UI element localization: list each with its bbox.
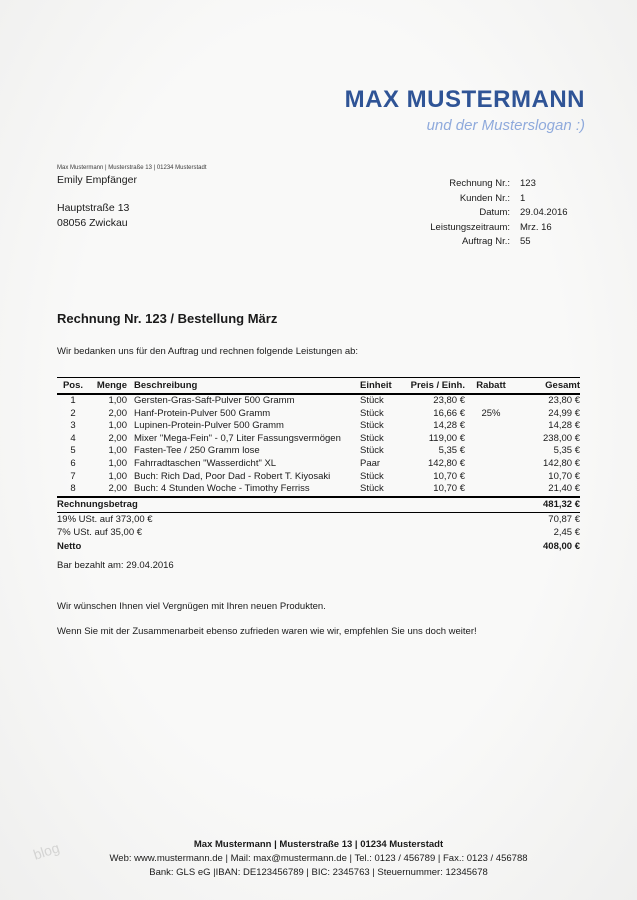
payment-note: Bar bezahlt am: 29.04.2016 [57, 560, 174, 571]
column-header-preis: Preis / Einh. [398, 378, 465, 395]
meta-row-invoice-number [350, 178, 580, 193]
total-value: 70,87 € [548, 513, 580, 525]
cell-menge: 2,00 [108, 432, 127, 444]
column-header-rabatt: Rabatt [465, 378, 517, 395]
cell-pos: 3 [70, 420, 76, 432]
footer-address-line: Max Mustermann | Musterstraße 13 | 01234 Musterstadt [193, 839, 444, 850]
meta-row-service-period [350, 222, 580, 237]
cell-gesamt: 21,40 € [548, 483, 580, 495]
cell-gesamt: 142,80 € [543, 457, 580, 469]
table-row [57, 458, 580, 471]
meta-value: Mrz. 16 [520, 221, 552, 233]
total-label: Netto [57, 540, 82, 552]
cell-rabatt [465, 445, 517, 458]
cell-einheit: Stück [360, 395, 384, 406]
cell-menge: 1,00 [108, 470, 127, 482]
column-header-gesamt: Gesamt [517, 378, 580, 395]
table-row [57, 471, 580, 484]
cell-menge: 1,00 [108, 457, 127, 469]
meta-value: 123 [520, 178, 536, 189]
totals-section [57, 496, 580, 553]
meta-value: 29.04.2016 [520, 207, 568, 219]
closing-line-1: Wir wünschen Ihnen viel Vergnügen mit Ihren neuen Produkten. [57, 601, 326, 612]
cell-pos: 5 [70, 445, 76, 457]
cell-rabatt [465, 394, 517, 408]
cell-gesamt: 14,28 € [548, 420, 580, 432]
cell-gesamt: 238,00 € [543, 432, 580, 444]
cell-menge: 1,00 [108, 395, 127, 406]
column-header-pos: Pos. [57, 378, 89, 395]
cell-beschreibung: Fasten-Tee / 250 Gramm lose [134, 445, 260, 457]
cell-beschreibung: Buch: 4 Stunden Woche - Timothy Ferriss [134, 483, 310, 495]
meta-label: Rechnung Nr.: [449, 178, 510, 189]
cell-rabatt [465, 420, 517, 433]
cell-einheit: Stück [360, 483, 384, 495]
closing-line-2: Wenn Sie mit der Zusammenarbeit ebenso zufrieden waren wie wir, empfehlen Sie uns doch weiter! [57, 626, 477, 637]
company-slogan: und der Musterslogan :) [426, 117, 585, 134]
meta-value: 1 [520, 192, 526, 204]
cell-einheit: Stück [360, 470, 384, 482]
cell-einheit: Stück [360, 445, 384, 457]
cell-preis: 23,80 € [433, 395, 465, 406]
recipient-city: 08056 Zwickau [57, 217, 128, 229]
column-header-menge: Menge [89, 378, 127, 395]
meta-row-customer-number [350, 193, 580, 208]
cell-gesamt: 24,99 € [548, 407, 580, 419]
cell-rabatt: 25% [481, 407, 501, 419]
cell-preis: 14,28 € [433, 420, 465, 432]
cell-menge: 2,00 [108, 483, 127, 495]
table-row [57, 420, 580, 433]
cell-rabatt [465, 471, 517, 484]
table-row [57, 394, 580, 408]
recipient-name: Emily Empfänger [57, 174, 137, 186]
intro-text: Wir bedanken uns für den Auftrag und rechnen folgende Leistungen ab: [57, 346, 359, 357]
cell-preis: 10,70 € [433, 483, 465, 495]
cell-preis: 5,35 € [438, 445, 465, 457]
meta-label: Leistungszeitraum: [430, 221, 510, 233]
blog-watermark: blog [31, 839, 62, 863]
cell-rabatt [465, 458, 517, 471]
sender-return-line: Max Mustermann | Musterstraße 13 | 01234 Musterstadt [57, 165, 207, 171]
cell-pos: 4 [70, 432, 76, 444]
cell-menge: 1,00 [108, 420, 127, 432]
cell-beschreibung: Fahrradtaschen "Wasserdicht" XL [134, 457, 277, 469]
meta-label: Auftrag Nr.: [461, 236, 510, 248]
invoice-meta-block [350, 178, 580, 251]
cell-pos: 7 [70, 470, 76, 482]
total-value: 481,32 € [543, 499, 580, 511]
cell-einheit: Paar [360, 457, 381, 469]
meta-label: Datum: [479, 207, 510, 219]
cell-gesamt: 5,35 € [553, 445, 580, 457]
page-title: Rechnung Nr. 123 / Bestellung März [57, 311, 278, 326]
table-row [57, 483, 580, 496]
letterhead [345, 86, 585, 134]
cell-rabatt [465, 433, 517, 446]
cell-einheit: Stück [360, 420, 384, 432]
table-header-row [57, 378, 580, 395]
cell-beschreibung: Gersten-Gras-Saft-Pulver 500 Gramm [134, 395, 295, 406]
cell-beschreibung: Buch: Rich Dad, Poor Dad - Robert T. Kiyosaki [134, 470, 331, 482]
total-row-netto [57, 540, 580, 553]
cell-beschreibung: Mixer "Mega-Fein" - 0,7 Liter Fassungsvermögen [134, 432, 341, 444]
cell-beschreibung: Lupinen-Protein-Pulver 500 Gramm [134, 420, 284, 432]
cell-einheit: Stück [360, 407, 384, 419]
table-row [57, 445, 580, 458]
cell-pos: 8 [70, 483, 76, 495]
cell-preis: 10,70 € [433, 470, 465, 482]
total-row-vat7 [57, 526, 580, 539]
cell-gesamt: 23,80 € [548, 395, 580, 406]
total-row-rechnungsbetrag [57, 496, 580, 513]
cell-preis: 16,66 € [433, 407, 465, 419]
footer-bank-line: Bank: GLS eG |IBAN: DE123456789 | BIC: 2345763 | Steuernummer: 12345678 [149, 867, 488, 878]
cell-pos: 6 [70, 457, 76, 469]
total-value: 2,45 € [553, 526, 580, 538]
recipient-street: Hauptstraße 13 [57, 202, 130, 214]
column-header-einheit: Einheit [358, 378, 398, 395]
items-section [57, 377, 580, 553]
cell-beschreibung: Hanf-Protein-Pulver 500 Gramm [134, 407, 271, 419]
cell-pos: 1 [70, 395, 76, 406]
total-label: 7% USt. auf 35,00 € [57, 526, 143, 538]
cell-preis: 119,00 € [428, 432, 465, 444]
table-row [57, 408, 580, 421]
total-label: 19% USt. auf 373,00 € [57, 513, 153, 525]
cell-rabatt [465, 483, 517, 496]
items-table [57, 377, 580, 496]
meta-row-order-number [350, 236, 580, 251]
column-header-beschreibung: Beschreibung [127, 378, 358, 395]
cell-menge: 1,00 [108, 445, 127, 457]
cell-preis: 142,80 € [428, 457, 465, 469]
footer-contact-line: Web: www.mustermann.de | Mail: max@mustermann.de | Tel.: 0123 / 456789 | Fax.: 0123 / 456788 [109, 853, 528, 864]
total-value: 408,00 € [543, 540, 580, 552]
recipient-address-block [57, 165, 207, 229]
meta-value: 55 [520, 236, 531, 248]
total-label: Rechnungsbetrag [57, 499, 138, 511]
footer [0, 838, 637, 880]
cell-menge: 2,00 [108, 407, 127, 419]
cell-pos: 2 [70, 407, 76, 419]
table-row [57, 433, 580, 446]
total-row-vat19 [57, 513, 580, 526]
cell-einheit: Stück [360, 432, 384, 444]
cell-gesamt: 10,70 € [548, 470, 580, 482]
meta-label: Kunden Nr.: [459, 192, 510, 204]
company-name: MAX MUSTERMANN [344, 86, 585, 113]
meta-row-date [350, 207, 580, 222]
